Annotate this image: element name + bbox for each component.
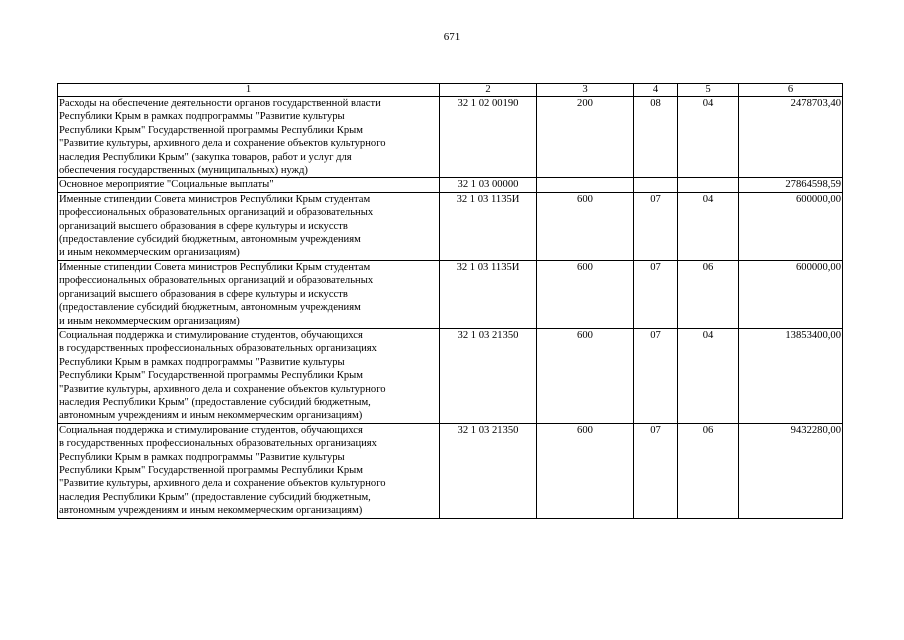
row-amount: 2478703,40 (739, 97, 843, 178)
header-cell-amount: 6 (739, 84, 843, 97)
row-target-code: 32 1 02 00190 (440, 97, 537, 178)
row-description: Расходы на обеспечение деятельности органов государственной власти Республики Крым в рамках подпрограммы "Развитие культуры Республики Крым" Государственной программы Республики Крым "Развитие культуры, архивного дела и сохранение объектов культурного наследия Республики Крым" (закупка товаров, работ и услуг для обеспечения государственных (муниципальных) нужд) (58, 97, 440, 178)
row-section: 07 (634, 260, 678, 328)
row-amount: 600000,00 (739, 260, 843, 328)
row-description: Социальная поддержка и стимулирование студентов, обучающихся в государственных профессиональных образовательных организациях Республики Крым в рамках подпрограммы "Развитие культуры Республики Крым" Государственной программы Республики Крым "Развитие культуры, архивного дела и сохранение объектов культурного наследия Республики Крым" (предоставление субсидий бюджетным, автономным учреждениям и иным некоммерческим организациям) (58, 328, 440, 423)
budget-table (57, 83, 843, 519)
row-expense-type: 200 (537, 97, 634, 178)
row-amount: 9432280,00 (739, 423, 843, 518)
row-description: Именные стипендии Совета министров Республики Крым студентам профессиональных образовательных организаций и образовательных организаций высшего образования в сфере культуры и искусств (предоставление субсидий бюджетным, автономным учреждениям и иным некоммерческим организациям) (58, 192, 440, 260)
row-description: Именные стипендии Совета министров Республики Крым студентам профессиональных образовательных организаций и образовательных организаций высшего образования в сфере культуры и искусств (предоставление субсидий бюджетным, автономным учреждениям и иным некоммерческим организациям) (58, 260, 440, 328)
header-cell-expense-type: 3 (537, 84, 634, 97)
row-target-code: 32 1 03 21350 (440, 328, 537, 423)
row-expense-type: 600 (537, 192, 634, 260)
row-expense-type: 600 (537, 423, 634, 518)
header-cell-subsection: 5 (678, 84, 739, 97)
row-target-code: 32 1 03 00000 (440, 178, 537, 192)
row-amount: 13853400,00 (739, 328, 843, 423)
row-subsection: 06 (678, 260, 739, 328)
table-row (58, 97, 843, 178)
row-section: 07 (634, 192, 678, 260)
row-target-code: 32 1 03 1135И (440, 260, 537, 328)
row-section: 08 (634, 97, 678, 178)
row-subsection (678, 178, 739, 192)
row-subsection: 04 (678, 192, 739, 260)
row-expense-type: 600 (537, 260, 634, 328)
table-row (58, 260, 843, 328)
row-amount: 600000,00 (739, 192, 843, 260)
table-row (58, 178, 843, 192)
header-cell-description: 1 (58, 84, 440, 97)
page-number: 671 (443, 31, 461, 43)
row-amount: 27864598,59 (739, 178, 843, 192)
header-cell-section: 4 (634, 84, 678, 97)
row-subsection: 04 (678, 328, 739, 423)
row-subsection: 04 (678, 97, 739, 178)
table-row (58, 423, 843, 518)
table-row (58, 192, 843, 260)
row-description: Основное мероприятие "Социальные выплаты" (58, 178, 440, 192)
row-target-code: 32 1 03 1135И (440, 192, 537, 260)
row-section: 07 (634, 328, 678, 423)
row-expense-type (537, 178, 634, 192)
row-expense-type: 600 (537, 328, 634, 423)
row-target-code: 32 1 03 21350 (440, 423, 537, 518)
row-section: 07 (634, 423, 678, 518)
table-row (58, 328, 843, 423)
row-description: Социальная поддержка и стимулирование студентов, обучающихся в государственных профессиональных образовательных организациях Республики Крым в рамках подпрограммы "Развитие культуры Республики Крым" Государственной программы Республики Крым "Развитие культуры, архивного дела и сохранение объектов культурного наследия Республики Крым" (предоставление субсидий бюджетным, автономным учреждениям и иным некоммерческим организациям) (58, 423, 440, 518)
row-section (634, 178, 678, 192)
header-row (58, 84, 843, 97)
row-subsection: 06 (678, 423, 739, 518)
header-cell-code: 2 (440, 84, 537, 97)
